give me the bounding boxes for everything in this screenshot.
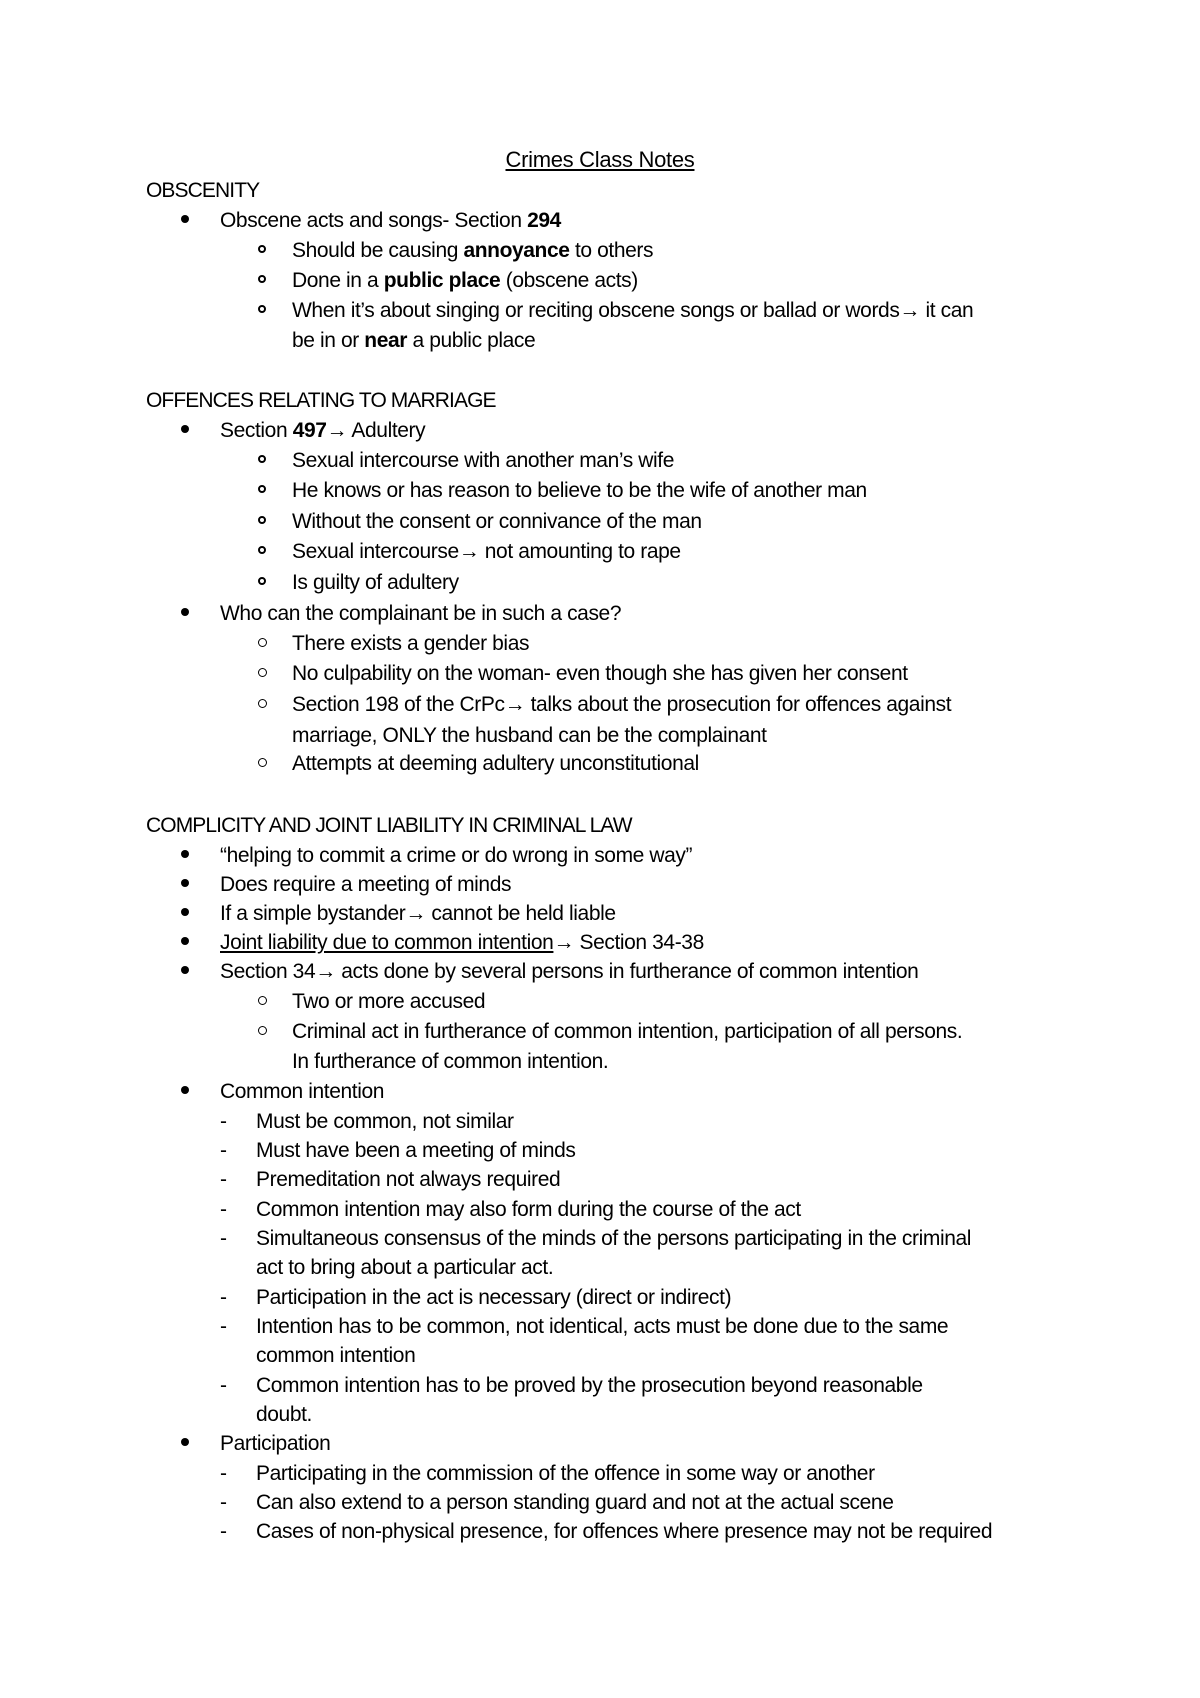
list-item: Does require a meeting of minds xyxy=(220,873,512,896)
list-item: Who can the complainant be in such a case? xyxy=(220,602,622,625)
list-item: Done in a public place (obscene acts) xyxy=(292,269,638,292)
heading-marriage: OFFENCES RELATING TO MARRIAGE xyxy=(146,389,496,412)
heading-complicity: COMPLICITY AND JOINT LIABILITY IN CRIMINAL LAW xyxy=(146,814,632,837)
list-item: Must have been a meeting of minds xyxy=(256,1139,576,1162)
page-title: Crimes Class Notes xyxy=(505,147,695,172)
list-item-continuation: act to bring about a particular act. xyxy=(256,1256,554,1279)
list-item: Should be causing annoyance to others xyxy=(292,239,654,262)
list-item: Premeditation not always required xyxy=(256,1168,561,1191)
dash-bullet-icon: - xyxy=(220,1315,227,1338)
list-item: “helping to commit a crime or do wrong in some way” xyxy=(220,844,693,867)
bullet-circle-icon xyxy=(258,577,266,585)
list-item: Section 497→ Adultery xyxy=(220,419,426,442)
bullet-circle-icon xyxy=(258,1026,267,1035)
bullet-dot-icon xyxy=(181,850,189,858)
list-item: When it’s about singing or reciting obscene songs or ballad or words→ it can xyxy=(292,299,974,322)
list-item: Is guilty of adultery xyxy=(292,571,459,594)
list-item-continuation: In furtherance of common intention. xyxy=(292,1050,609,1073)
list-item: Sexual intercourse→ not amounting to rape xyxy=(292,540,681,563)
list-item: Participation in the act is necessary (direct or indirect) xyxy=(256,1286,732,1309)
bullet-dot-icon xyxy=(181,425,189,433)
list-item: There exists a gender bias xyxy=(292,632,530,655)
bullet-dot-icon xyxy=(181,608,189,616)
dash-bullet-icon: - xyxy=(220,1462,227,1485)
bullet-circle-icon xyxy=(258,699,267,708)
dash-bullet-icon: - xyxy=(220,1139,227,1162)
list-item-continuation: doubt. xyxy=(256,1403,312,1426)
list-item: Joint liability due to common intention→ Section 34-38 xyxy=(220,931,704,954)
dash-bullet-icon: - xyxy=(220,1286,227,1309)
list-item: Common intention may also form during the course of the act xyxy=(256,1198,801,1221)
bullet-dot-icon xyxy=(181,879,189,887)
bullet-circle-icon xyxy=(258,996,267,1005)
dash-bullet-icon: - xyxy=(220,1491,227,1514)
list-item-continuation: be in or near a public place xyxy=(292,329,536,352)
list-item: He knows or has reason to believe to be the wife of another man xyxy=(292,479,867,502)
bullet-circle-icon xyxy=(258,638,267,647)
bullet-circle-icon xyxy=(258,758,267,767)
dash-bullet-icon: - xyxy=(220,1227,227,1250)
bullet-dot-icon xyxy=(181,937,189,945)
list-item: Can also extend to a person standing guard and not at the actual scene xyxy=(256,1491,894,1514)
list-item: Section 34→ acts done by several persons in furtherance of common intention xyxy=(220,960,919,983)
list-item-continuation: common intention xyxy=(256,1344,416,1367)
bullet-dot-icon xyxy=(181,215,189,223)
list-item: If a simple bystander→ cannot be held liable xyxy=(220,902,616,925)
list-item: Simultaneous consensus of the minds of the persons participating in the criminal xyxy=(256,1227,972,1250)
list-item: Intention has to be common, not identical, acts must be done due to the same xyxy=(256,1315,949,1338)
bullet-circle-icon xyxy=(258,516,266,524)
heading-obscenity: OBSCENITY xyxy=(146,179,260,202)
list-item: No culpability on the woman- even though she has given her consent xyxy=(292,662,908,685)
bullet-circle-icon xyxy=(258,305,266,313)
list-item: Must be common, not similar xyxy=(256,1110,514,1133)
list-item: Attempts at deeming adultery unconstitutional xyxy=(292,752,699,775)
list-item: Participating in the commission of the offence in some way or another xyxy=(256,1462,875,1485)
list-item: Participation xyxy=(220,1432,331,1455)
list-item: Cases of non-physical presence, for offences where presence may not be required xyxy=(256,1520,993,1543)
list-item: Without the consent or connivance of the man xyxy=(292,510,702,533)
list-item: Common intention xyxy=(220,1080,385,1103)
bullet-circle-icon xyxy=(258,485,266,493)
dash-bullet-icon: - xyxy=(220,1168,227,1191)
list-item: Sexual intercourse with another man’s wife xyxy=(292,449,675,472)
bullet-dot-icon xyxy=(181,966,189,974)
bullet-dot-icon xyxy=(181,1438,189,1446)
list-item: Common intention has to be proved by the prosecution beyond reasonable xyxy=(256,1374,923,1397)
list-item: Criminal act in furtherance of common intention, participation of all persons. xyxy=(292,1020,963,1043)
bullet-dot-icon xyxy=(181,908,189,916)
bullet-circle-icon xyxy=(258,455,266,463)
bullet-dot-icon xyxy=(181,1086,189,1094)
bullet-circle-icon xyxy=(258,275,266,283)
dash-bullet-icon: - xyxy=(220,1110,227,1133)
list-item: Section 198 of the CrPc→ talks about the prosecution for offences against xyxy=(292,693,952,716)
list-item: Obscene acts and songs- Section 294 xyxy=(220,209,561,232)
dash-bullet-icon: - xyxy=(220,1198,227,1221)
bullet-circle-icon xyxy=(258,546,266,554)
bullet-circle-icon xyxy=(258,668,267,677)
dash-bullet-icon: - xyxy=(220,1520,227,1543)
list-item-continuation: marriage, ONLY the husband can be the complainant xyxy=(292,724,767,747)
dash-bullet-icon: - xyxy=(220,1374,227,1397)
list-item: Two or more accused xyxy=(292,990,486,1013)
bullet-circle-icon xyxy=(258,245,266,253)
